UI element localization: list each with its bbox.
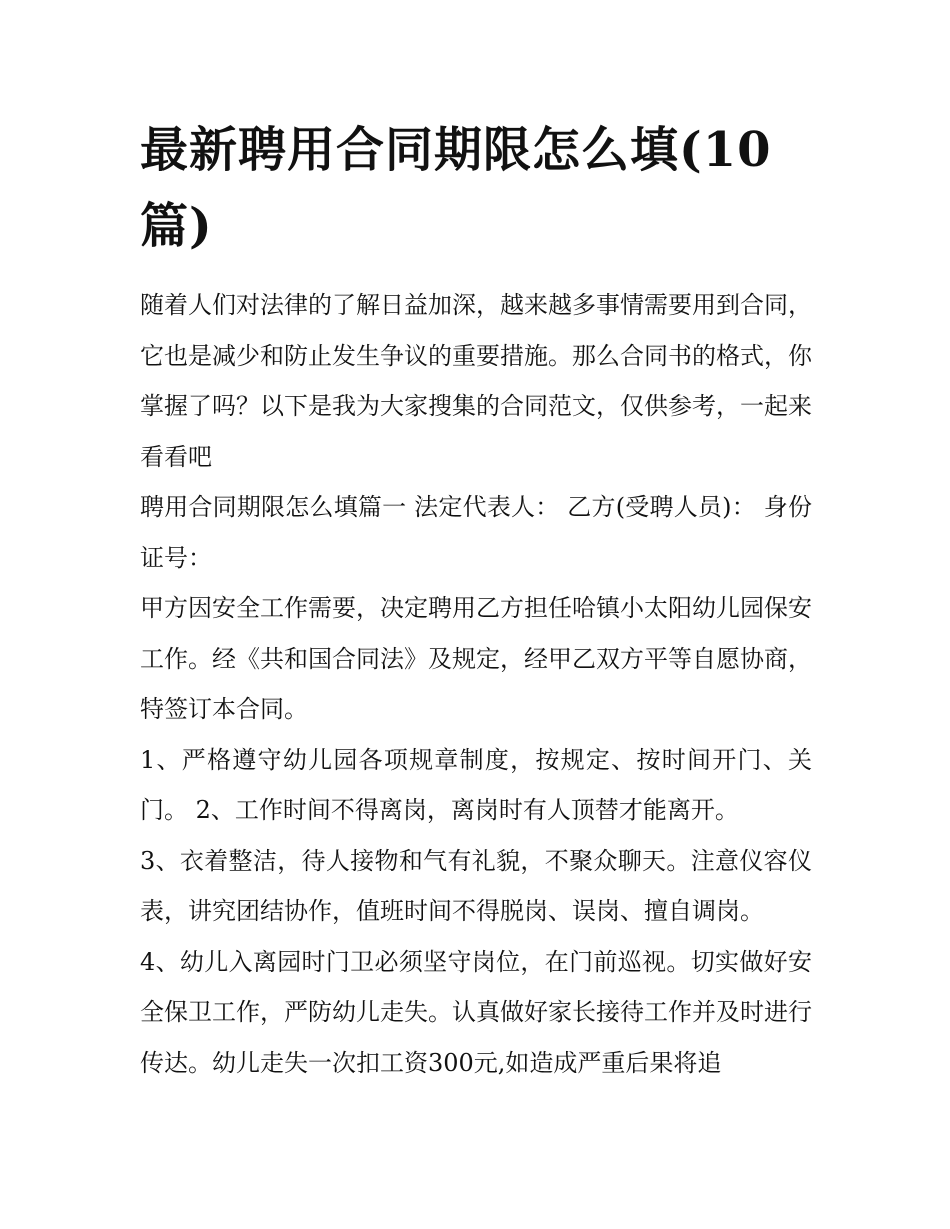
paragraph-parties: 聘用合同期限怎么填篇一 法定代表人： 乙方(受聘人员)： 身份证号： — [140, 493, 812, 572]
document-title: 最新聘用合同期限怎么填(10篇) — [140, 122, 772, 254]
document-page — [140, 112, 812, 1088]
paragraph-clause-4: 4、幼儿入离园时门卫必须坚守岗位，在门前巡视。切实做好安全保卫工作，严防幼儿走失。认真做好家长接待工作并及时进行传达。幼儿走失一次扣工资300元,如造成严重后果将追 — [140, 947, 812, 1077]
paragraph-clause-1-2: 1、严格遵守幼儿园各项规章制度，按规定、按时间开门、关门。 2、工作时间不得离岗，离岗时有人顶替才能离开。 — [140, 745, 812, 824]
paragraph-purpose: 甲方因安全工作需要，决定聘用乙方担任哈镇小太阳幼儿园保安工作。经《共和国合同法》及规定，经甲乙双方平等自愿协商，特签订本合同。 — [140, 594, 812, 723]
paragraph-intro: 随着人们对法律的了解日益加深，越来越多事情需要用到合同，它也是减少和防止发生争议的重要措施。那么合同书的格式，你掌握了吗？以下是我为大家搜集的合同范文，仅供参考，一起来看看吧 — [140, 291, 812, 471]
paragraph-clause-3: 3、衣着整洁，待人接物和气有礼貌，不聚众聊天。注意仪容仪表，讲究团结协作，值班时间不得脱岗、误岗、擅自调岗。 — [140, 846, 812, 925]
